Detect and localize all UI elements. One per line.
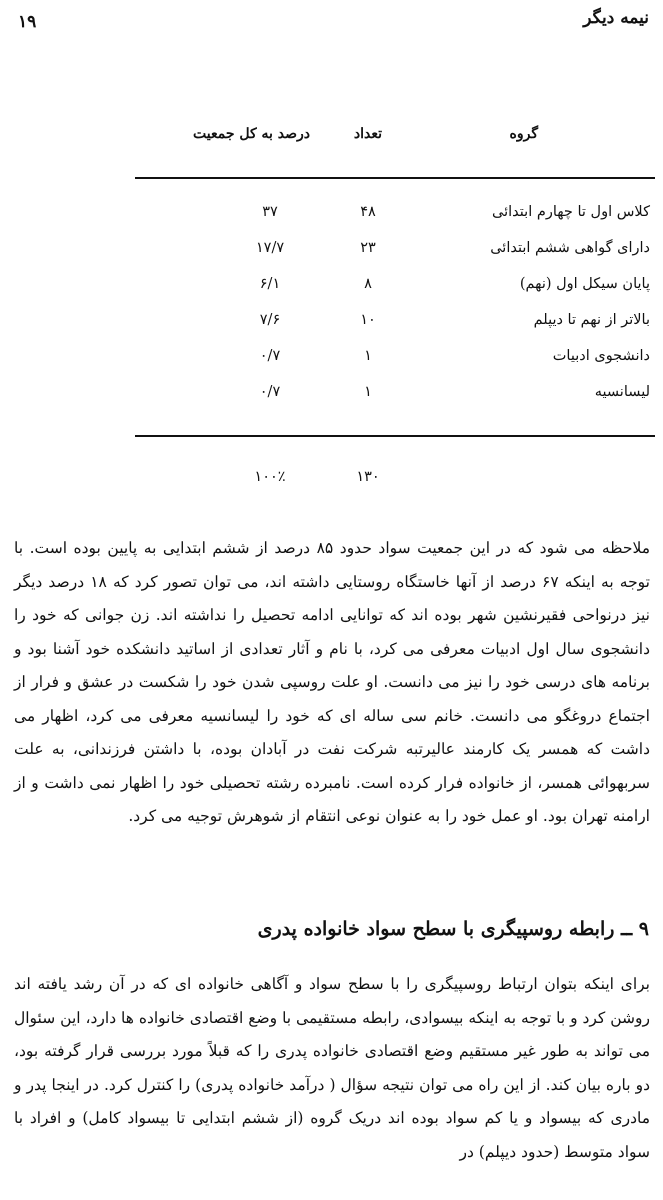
row-percent: ۷/۶ [259, 312, 281, 328]
row-count: ۱۰ [360, 312, 376, 328]
table-body [140, 200, 650, 416]
row-count: ۱ [364, 348, 372, 364]
row-percent: ۶/۱ [259, 276, 281, 292]
table-row [140, 380, 650, 416]
row-count: ۱ [364, 384, 372, 400]
table-row [140, 236, 650, 272]
table-bottom-rule [135, 435, 655, 437]
column-header-count: تعداد [353, 126, 382, 142]
section-heading: ۹ ــ رابطه روسپیگری با سطح سواد خانواده پدری [257, 918, 649, 940]
row-label: کلاس اول تا چهارم ابتدائی [492, 204, 650, 220]
row-label: لیسانسیه [594, 384, 650, 400]
table-row [140, 344, 650, 380]
table-row [140, 200, 650, 236]
row-label: دارای گواهی ششم ابتدائی [490, 240, 650, 256]
row-count: ۸ [364, 276, 372, 292]
row-percent: ۰/۷ [259, 384, 281, 400]
table-total-row [140, 465, 650, 495]
total-percent: ۱۰۰٪ [254, 469, 286, 485]
body-paragraph-1: ملاحظه می شود که در این جمعیت سواد حدود ۸۵ درصد از ششم ابتدایی به پایین بوده است. با توجه به اینکه ۶۷ درصد از آنها خاستگاه روستایی داشته اند، می توان تصور کرد که ۱۸ درصد دیگر نیز درنواحی فقیرنشین شهر بوده اند که توانایی ادامه تحصیل را نداشته اند. زن جوانی که خود را دانشجوی سال اول ادبیات معرفی می کرد، با نام و آثار تعدادی از اساتید دانشکده خود آشنا بود و برنامه های درسی خود را نیز می دانست. او علت روسپی شدن خود را شکست در عشق و فرار از اجتماع دروغگو می دانست. خانم سی ساله ای که خود را لیسانسیه معرفی می کرد، اظهار می داشت که همسر یک کارمند عالیرتبه شرکت نفت در آبادان بوده، با داشتن فرزندانی، به علت سربهوائی همسر، از خانواده فرار کرده است. نامبرده رشته تحصیلی خود را اظهار نمی داشت و از ارامنه تهران بود. او عمل خود را به عنوان نوعی انتقام از شوهرش توجیه می کرد. [14, 539, 651, 825]
total-count: ۱۳۰ [356, 469, 380, 485]
table-row [140, 308, 650, 344]
row-percent: ۳۷ [262, 204, 278, 220]
column-header-percent: درصد به کل جمعیت [193, 126, 310, 142]
running-header-title: نیمه دیگر [583, 8, 649, 28]
row-percent: ۱۷/۷ [255, 240, 285, 256]
column-header-group: گروه [509, 126, 538, 142]
table-row [140, 272, 650, 308]
body-paragraph-2: برای اینکه بتوان ارتباط روسپیگری را با سطح سواد و آگاهی خانواده ای که در آن رشد یافته اند روشن کرد و با توجه به اینکه بیسوادی، رابطه مستقیمی با وضع اقتصادی خانواده ها دارد، این سئوال می تواند به طور غیر مستقیم وضع اقتصادی خانواده پدری را که قبلاً مورد بررسی قرار گرفته بود، دو باره بیان کند. از این راه می توان نتیجه سؤال ( درآمد خانواده پدری) را کنترل کرد. در اینجا پدر و مادری که بیسواد و یا کم سواد بوده اند دریک گروه (از ششم ابتدایی تا بیسواد کامل) و افراد با سواد متوسط (حدود دیپلم) در [13, 975, 650, 1161]
row-label: پایان سیکل اول (نهم) [519, 276, 650, 292]
row-count: ۴۸ [360, 204, 376, 220]
row-label: بالاتر از نهم تا دیپلم [533, 312, 650, 328]
table-top-rule [135, 177, 655, 179]
row-label: دانشجوی ادبیات [552, 348, 650, 364]
page-number: ۱۹ [18, 12, 37, 32]
table-header [140, 126, 650, 152]
row-percent: ۰/۷ [259, 348, 281, 364]
row-count: ۲۳ [360, 240, 376, 256]
